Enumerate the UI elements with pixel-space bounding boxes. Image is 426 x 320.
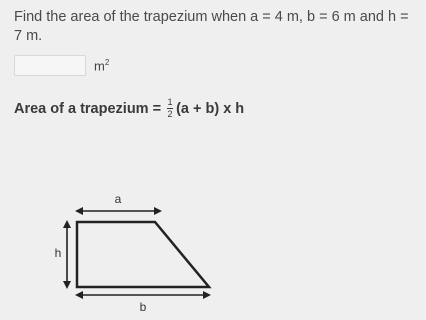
unit-power: 2 xyxy=(104,57,110,67)
formula-suffix: (a + b) x h xyxy=(176,100,245,117)
label-b: b xyxy=(139,300,147,314)
fraction-numerator: 1 xyxy=(167,97,173,107)
formula-prefix: Area of a trapezium = xyxy=(14,100,162,117)
question-text: Find the area of the trapezium when a = 4 m, b = 6 m and h = 7 m. xyxy=(14,9,409,44)
fraction-denominator: 2 xyxy=(167,109,173,119)
label-a: a xyxy=(114,192,122,206)
unit-text: m xyxy=(94,58,105,74)
trapezium-shape xyxy=(77,222,209,287)
label-h: h xyxy=(54,246,62,260)
